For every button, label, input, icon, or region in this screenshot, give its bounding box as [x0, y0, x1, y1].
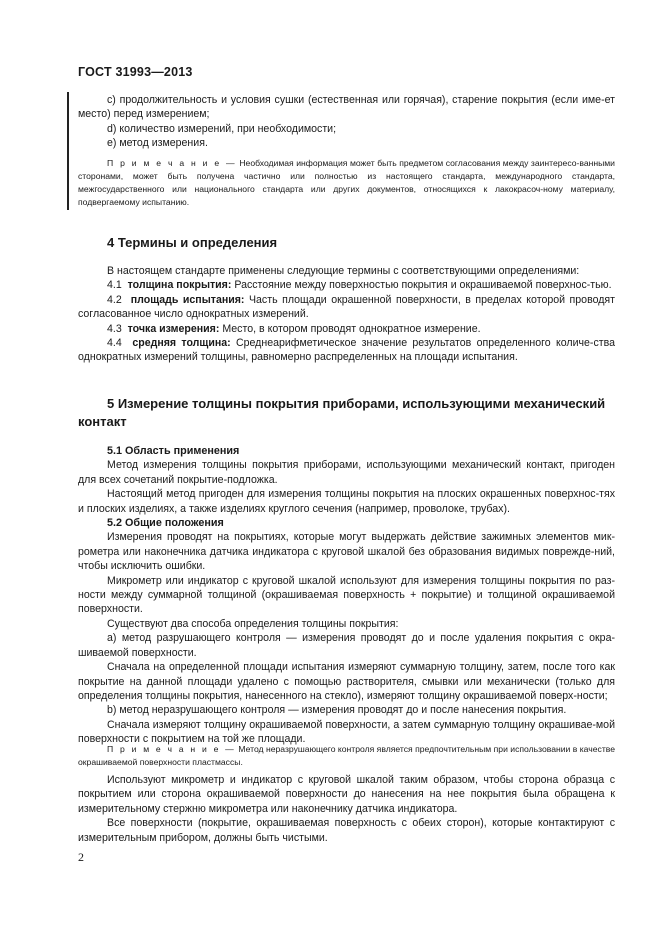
term-name: средняя толщина: [132, 337, 231, 350]
paragraph: Метод измерения толщины покрытия приборами, использующими механический контакт, пригоден для всех сочетаний покрытие-подложка. [78, 459, 615, 486]
note-2 [78, 743, 615, 769]
note-label: П р и м е ч а н и е — [107, 158, 237, 168]
section-5-body [78, 444, 615, 747]
note-text: Метод неразрушающего контроля является предпочтительным при использовании в качестве окрашиваемой поверхности пластмассы. [78, 744, 615, 767]
top-list [78, 93, 615, 151]
note-text: Необходимая информация может быть предметом согласования между заинтересо-ванными сторонами, может быть получена частично или полностью из настоящего стандарта, международного стандарта, межгосударственного или национального стандарта или других документов, относящихся к лакокрасоч-ному материалу, подвергаемому испытанию. [78, 158, 615, 207]
list-item-d: d) количество измерений, при необходимости; [107, 122, 337, 135]
paragraph: Сначала на определенной площади испытания измеряют суммарную толщину, затем, после того как покрытие на данной площади удалено с помощью растворителя, смывки или механически (только для определения толщины покрытия, нанесенного на стекло), измеряют толщину окрашиваемой поверх-ности; [78, 661, 615, 702]
paragraph: b) метод неразрушающего контроля — измерения проводят до и после нанесения покрытия. [107, 704, 567, 717]
term-name: толщина покрытия: [127, 279, 232, 292]
term-4-2: 4.2 площадь испытания: Часть площади окрашенной поверхности, в пределах которой проводят согласованное число однократных измерений. [78, 293, 616, 321]
paragraph: Измерения проводят на покрытиях, которые могут выдержать действие зажимных элементов мик-рометра или наконечника датчика индикатора с круговой шкалой без образования видимых поврежде-ний, чтобы исключить ошибки. [78, 531, 615, 573]
section-5-2-heading: 5.2 Общие положения [107, 517, 224, 530]
section-4-intro: В настоящем стандарте применены следующие термины с соответствующими определениями: [107, 265, 580, 277]
page-number: 2 [78, 850, 84, 864]
list-item-e: e) метод измерения. [107, 137, 208, 150]
document-header: ГОСТ 31993—2013 [78, 65, 193, 79]
note-1 [78, 157, 615, 209]
section-5-tail [78, 773, 615, 845]
paragraph: Существуют два способа определения толщины покрытия: [107, 617, 399, 630]
section-5-1-heading: 5.1 Область применения [107, 445, 240, 457]
term-name: точка измерения: [127, 322, 220, 335]
paragraph: a) метод разрушающего контроля — измерения проводят до и после удаления покрытия с окра-шиваемой поверхности. [78, 632, 615, 659]
paragraph: Настоящий метод пригоден для измерения толщины покрытия на плоских окрашенных поверхнос-тях и плоских изделиях, а также изделиях круглого сечения (например, проволоке, трубах). [78, 488, 615, 515]
list-item-c: c) продолжительность и условия сушки (естественная или горячая), старение покрытия (если име-ет место) перед измерением; [78, 94, 615, 121]
section-4-body [78, 264, 615, 365]
term-4-3: 4.3 точка измерения: Место, в котором проводят однократное измерение. [107, 322, 481, 335]
section-5-heading: 5 Измерение толщины покрытия приборами, использующими механический контакт [78, 396, 606, 429]
term-name: площадь испытания: [130, 293, 245, 306]
paragraph: Используют микрометр и индикатор с круговой шкалой таким образом, чтобы сторона образца с покрытием или сторона окрашиваемой поверхности до нанесения на нее покрытия была обращена к измерительному стержню микрометра или наконечнику датчика индикатора. [78, 774, 615, 815]
term-4-1: 4.1 толщина покрытия: Расстояние между поверхностью покрытия и окрашиваемой поверхнос-тью. [107, 279, 612, 292]
paragraph: Сначала измеряют толщину окрашиваемой поверхности, а затем суммарную толщину окрашивае-мой поверхности с покрытием на той же площади. [78, 718, 615, 746]
paragraph: Все поверхности (покрытие, окрашиваемая поверхность с обеих сторон), которые контактируют с измерительным прибором, должны быть чистыми. [78, 817, 615, 844]
section-4-heading: 4 Термины и определения [107, 235, 278, 250]
note-label: П р и м е ч а н и е — [107, 744, 236, 754]
paragraph: Микрометр или индикатор с круговой шкалой используют для измерения толщины покрытия по раз-ности между суммарной толщиной (окрашиваемая поверхность + покрытие) и толщиной окрашиваемой поверхности. [78, 574, 615, 616]
term-4-4: 4.4 средняя толщина: Среднеарифметическое значение результатов определенного количе-ства однократных измерений толщины, равномерно распределенных на площади испытания. [78, 337, 615, 364]
change-bar [67, 92, 69, 210]
